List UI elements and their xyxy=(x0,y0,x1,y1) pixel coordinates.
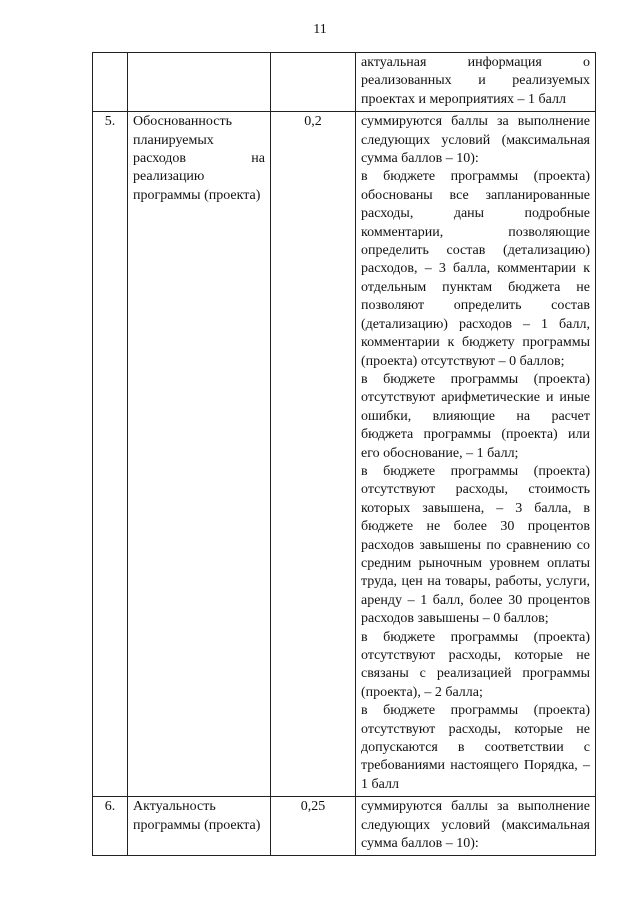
criterion-weight xyxy=(271,53,356,112)
criterion-weight: 0,2 xyxy=(271,112,356,797)
scoring-paragraph: в бюджете программы (проекта) отсутствуют расходы, стоимость которых завышена, – 3 балла, в бюджете не более 30 процентов расходов завышены по сравнению со средним рыночным уровнем оплаты труда, цен на товары, работы, услуги, аренду – 1 балл, более 30 процентов расходов завышены – 0 баллов; xyxy=(361,463,590,627)
criterion-name: Актуальность программы (проекта) xyxy=(128,797,271,856)
criterion-name xyxy=(128,53,271,112)
scoring-paragraph: актуальная информация о реализованных и реализуемых проектах и мероприятиях – 1 балл xyxy=(361,55,590,107)
scoring-description xyxy=(356,53,596,112)
scoring-paragraph: суммируются баллы за выполнение следующих условий (максимальная сумма баллов – 10): xyxy=(361,114,590,167)
criteria-table xyxy=(92,52,596,856)
table-row xyxy=(93,53,596,112)
scoring-paragraph: суммируются баллы за выполнение следующих условий (максимальная сумма баллов – 10): xyxy=(361,799,590,852)
page-number: 11 xyxy=(313,22,327,37)
scoring-description xyxy=(356,112,596,797)
criterion-name: Обоснованность планируемых расходов на реализацию программы (проекта) xyxy=(128,112,271,797)
row-number: 6. xyxy=(93,797,128,856)
row-number xyxy=(93,53,128,112)
row-number: 5. xyxy=(93,112,128,797)
scoring-paragraph: в бюджете программы (проекта) отсутствуют расходы, которые не связаны с реализацией программы (проекта), – 2 балла; xyxy=(361,629,590,700)
criterion-weight: 0,25 xyxy=(271,797,356,856)
scoring-paragraph: в бюджете программы (проекта) обоснованы все запланированные расходы, даны подробные комментарии, позволяющие определить состав (детализацию) расходов, – 3 балла, комментарии к отдельным пунктам бюджета не позволяют определить состав (детализацию) расходов – 1 балл, комментарии к бюджету программы (проекта) отсутствуют – 0 баллов; xyxy=(361,169,590,369)
scoring-paragraph: в бюджете программы (проекта) отсутствуют расходы, которые не допускаются в соответствии с требованиями настоящего Порядка, – 1 балл xyxy=(361,703,590,792)
scoring-paragraph: в бюджете программы (проекта) отсутствуют арифметические и иные ошибки, влияющие на расчет бюджета программы (проекта) или его обоснование, – 1 балл; xyxy=(361,371,590,461)
table-row xyxy=(93,112,596,797)
table-row xyxy=(93,797,596,856)
scoring-description xyxy=(356,797,596,856)
